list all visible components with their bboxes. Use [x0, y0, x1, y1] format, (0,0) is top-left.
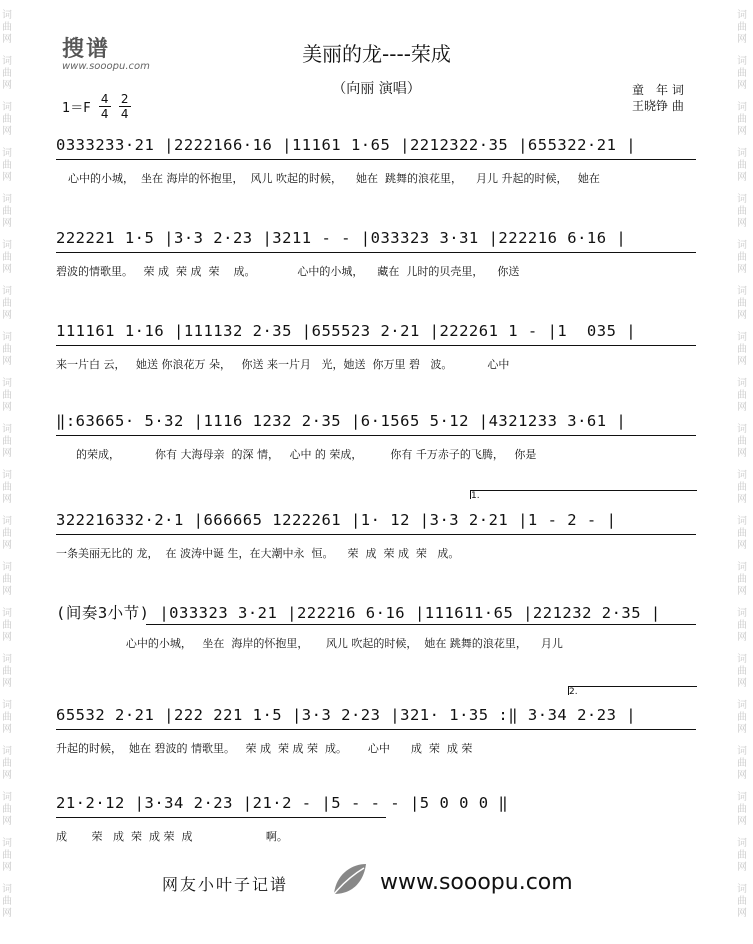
notation-line: 0333233·21 |2222166·16 |11161 1·65 |2212322·35 |655322·21 | — [56, 136, 637, 154]
transcriber-credit: 网友小叶子记谱 — [162, 875, 289, 894]
right-side-watermark: 词曲网 词曲网 词曲网 词曲网 词曲网 词曲网 词曲网 词曲网 词曲网 词曲网 词曲网 词曲网 词曲网 词曲网 词曲网 词曲网 词曲网 词曲网 词曲网 词曲网 — [737, 10, 747, 919]
key-label: 1＝F — [62, 101, 91, 116]
second-ending-bracket: 2. — [568, 686, 697, 695]
notation-line: (间奏3小节) |033323 3·21 |222216 6·16 |111611·65 |221232 2·35 | — [56, 604, 661, 622]
logo-name: 搜谱 — [62, 37, 111, 62]
underline — [56, 345, 696, 346]
song-title: 美丽的龙----荣成 — [302, 42, 451, 66]
lyrics-line: 升起的时候， 她在 碧波的 情歌里。 荣 成 荣 成 荣 成。 心中 成 荣 成 荣 — [56, 742, 473, 755]
lyrics-line: 心中的小城， 坐在 海岸的怀抱里， 风儿 吹起的时候， 她在 跳舞的浪花里， 月儿 升起的时候， 她在 — [68, 172, 600, 185]
credits — [632, 82, 684, 114]
first-ending-bracket: 1. — [470, 490, 697, 499]
leaf-logo-icon — [330, 860, 370, 900]
lyrics-line: 心中的小城， 坐在 海岸的怀抱里， 风儿 吹起的时候， 她在 跳舞的浪花里， 月儿 — [56, 637, 563, 650]
underline — [146, 624, 696, 625]
time-signature-2: $\frac{2}{4}$ — [119, 92, 131, 121]
underline — [56, 534, 696, 535]
left-side-watermark: 词曲网 词曲网 词曲网 词曲网 词曲网 词曲网 词曲网 词曲网 词曲网 词曲网 词曲网 词曲网 词曲网 词曲网 词曲网 词曲网 词曲网 词曲网 词曲网 词曲网 — [2, 10, 12, 919]
underline — [56, 435, 696, 436]
notation-line: ‖:63665· 5·32 |1116 1232 2·35 |6·1565 5·12 |4321233 3·61 | — [56, 412, 627, 430]
underline — [56, 159, 696, 160]
time-signature-1: $\frac{4}{4}$ — [99, 92, 111, 121]
underline — [56, 729, 696, 730]
logo-url: www.sooopu.com — [62, 61, 150, 72]
notation-line: 21·2·12 |3·34 2·23 |21·2 - |5 - - - |5 0 0 0 ‖ — [56, 794, 509, 812]
lyrics-line: 的荣成， 你有 大海母亲 的深 情， 心中 的 荣成， 你有 千万赤子的飞腾， 你是 — [76, 448, 537, 461]
composer: 王晓铮 曲 — [632, 99, 684, 113]
underline — [56, 252, 696, 253]
lyrics-line: 一条美丽无比的 龙， 在 波涛中诞 生，在大潮中永 恒。 荣 成 荣 成 荣 成。 — [56, 547, 460, 560]
footer-url[interactable]: www.sooopu.com — [380, 870, 573, 895]
underline — [56, 817, 386, 818]
lyricist: 童 年 词 — [632, 83, 684, 97]
song-singer: （向丽 演唱） — [332, 81, 421, 97]
key-signature — [62, 92, 131, 121]
notation-line: 65532 2·21 |222 221 1·5 |3·3 2·23 |321· 1·35 :‖ 3·34 2·23 | — [56, 706, 637, 724]
lyrics-line: 来一片白 云， 她送 你浪花万 朵， 你送 来一片月 光，她送 你万里 碧 波。 心中 — [56, 358, 510, 371]
lyrics-line: 成 荣 成 荣 成 荣 成 啊。 — [56, 830, 288, 843]
lyrics-line: 碧波的情歌里。 荣 成 荣 成 荣 成。 心中的小城， 藏在 儿时的贝壳里， 你送 — [56, 265, 520, 278]
notation-line: 111161 1·16 |111132 2·35 |655523 2·21 |222261 1 - |1 035 | — [56, 322, 637, 340]
notation-line: 322216332·2·1 |666665 1222261 |1· 12 |3·3 2·21 |1 - 2 - | — [56, 511, 617, 529]
notation-line: 222221 1·5 |3·3 2·23 |3211 - - |033323 3·31 |222216 6·16 | — [56, 229, 627, 247]
